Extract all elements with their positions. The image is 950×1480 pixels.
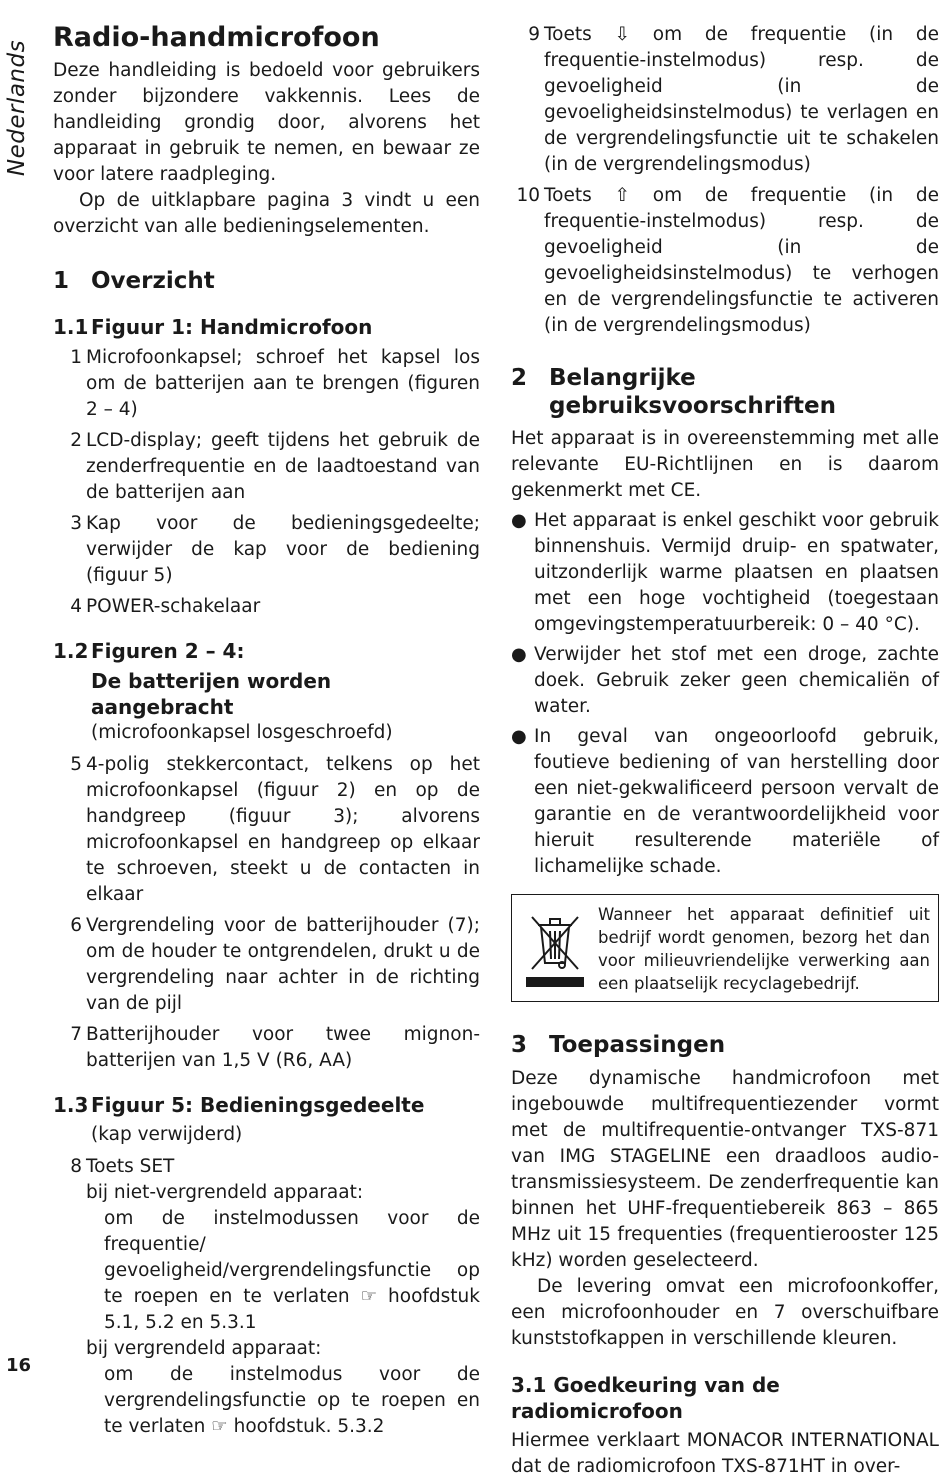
section-title: Overzicht (91, 268, 215, 295)
section-number: 2 (511, 365, 528, 391)
item-text: Batterijhouder voor twee mignon-batterijen van 1,5 V (R6, AA) (86, 1023, 480, 1071)
section-intro: Het apparaat is in overeenstemming met alle relevante EU-Richtlijnen en is daarom gekenmerkt met CE. (511, 428, 939, 502)
section-title: Belangrijke gebruiksvoorschriften (549, 365, 836, 419)
section-paragraph-2: De levering omvat een microfoonkoffer, een microfoonhouder en 7 overschuifbare kunststofkappen in verschillende kleuren. (511, 1275, 939, 1349)
item-text: Kap voor de bedieningsgedeelte; verwijder de kap voor de bediening (figuur 5) (86, 512, 480, 586)
section-number: 1.2 (53, 638, 89, 663)
item-number: 8 (70, 1155, 82, 1177)
list-item (53, 345, 480, 423)
bullet-icon: ● (511, 644, 527, 666)
language-label: Nederlands (4, 39, 30, 177)
bullet-item (511, 724, 939, 880)
right-column (511, 22, 939, 1480)
recycling-text: Wanneer het apparaat definitief uit bedrijf wordt genomen, bezorg het dan voor milieuvriendelijke verwerking aan een plaatselijk recyclagebedrijf. (598, 905, 930, 994)
page-number: 16 (6, 1355, 32, 1376)
item-number: 3 (70, 512, 82, 534)
intro-paragraph: Deze handleiding is bedoeld voor gebruikers zonder bijzondere vakkennis. Lees de handleiding grondig door, alvorens het apparaat in gebruik te nemen, en bewaar ze voor latere raadpleging. (53, 60, 480, 186)
bullet-icon: ● (511, 510, 527, 532)
left-column (53, 22, 480, 1445)
bullet-item (511, 508, 939, 638)
item-list-1-1 (53, 345, 480, 620)
section-title: Toepassingen (549, 1032, 726, 1059)
section-1-3-heading (53, 1092, 480, 1118)
section-3-heading (511, 1032, 939, 1060)
item-number: 10 (516, 185, 540, 206)
section-paragraph: Deze dynamische handmicrofoon met ingebouwde multifrequentiezender vormt met de multifrequentie-ontvanger TXS-871 van IMG STAGELINE een draadloos audio-transmissiesysteem. De zenderfrequentie kan binnen het UHF-frequentiebereik 863 – 865 MHz uit 15 frequenties (frequentierooster 125 kHz) worden geselecteerd. (511, 1067, 939, 1271)
section-1-2-heading (53, 638, 480, 664)
section-number: 1.3 (53, 1092, 89, 1117)
item-title: Toets SET (86, 1155, 175, 1177)
item-number: 4 (70, 595, 82, 617)
list-item (53, 428, 480, 506)
item-number: 2 (70, 429, 82, 451)
bullet-text: Het apparaat is enkel geschikt voor gebruik binnenshuis. Vermijd druip- en spatwater, uitzonderlijk warme plaatsen en plaatsen met een hoge vochtigheid (toegestaan omgevingstemperatuurbereik: 0 – 40 °C). (534, 510, 939, 636)
section-1-1-heading (53, 314, 480, 340)
item-number: 7 (70, 1023, 82, 1045)
bullet-text: Verwijder het stof met een droge, zachte doek. Gebruik zeker geen chemicaliën of water. (534, 644, 939, 718)
item-text: Toets ⇧ om de frequentie (in de frequentie-instelmodus) resp. de gevoeligheid (in de gevoeligheidsinstelmodus) te verhogen en de vergrendelingsfunctie te activeren (in de vergrendelingsmodus) (544, 185, 939, 336)
list-item (53, 1154, 480, 1440)
list-item (511, 22, 939, 178)
section-1-heading (53, 268, 480, 296)
list-item (53, 1022, 480, 1074)
section-title: Figuur 1: Handmicrofoon (91, 314, 373, 339)
item-text: Microfoonkapsel; schroef het kapsel los om de batterijen aan te brengen (figuren 2 – 4) (86, 346, 480, 420)
condition-label: bij niet-vergrendeld apparaat: (86, 1181, 364, 1203)
condition-text: om de instelmodussen voor de frequentie/ gevoeligheid/vergrendelingsfunctie op te roepen en te verlaten ☞ hoofdstuk 5.1, 5.2 en 5.3.1 (104, 1207, 480, 1333)
section-3-1-heading: 3.1 Goedkeuring van de radiomicrofoon (511, 1372, 780, 1423)
intro-paragraph-2: Op de uitklapbare pagina 3 vindt u een overzicht van alle bedieningselementen. (53, 190, 480, 238)
condition-label: bij vergrendeld apparaat: (86, 1337, 322, 1359)
section-paragraph: Hiermee verklaart MONACOR INTERNATIONAL dat de radiomicrofoon TXS-871HT in over- (511, 1429, 939, 1477)
language-tab (2, 28, 32, 188)
bullet-item (511, 642, 939, 720)
section-title: Figuur 5: Bedieningsgedeelte (91, 1092, 425, 1117)
crossed-bin-icon (520, 903, 590, 993)
list-item (53, 511, 480, 589)
item-list-1-2 (53, 752, 480, 1074)
item-number: 6 (70, 914, 82, 936)
bullet-icon: ● (511, 726, 527, 748)
list-item (53, 913, 480, 1017)
item-text: Vergrendeling voor de batterijhouder (7); om de houder te ontgrendelen, drukt u de vergrendeling naar achter in de richting van de pijl (86, 914, 480, 1014)
section-subtitle: (microfoonkapsel losgeschroefd) (91, 721, 393, 743)
section-number: 1.1 (53, 314, 89, 339)
item-text: 4-polig stekkercontact, telkens op het microfoonkapsel (figuur 2) en op de handgreep (figuur 3); alvorens microfoonkapsel en handgreep op elkaar te schroeven, steekt u de contacten in elkaar (86, 753, 480, 905)
section-title-line-2: De batterijen worden aangebracht (91, 668, 332, 719)
item-number: 5 (70, 753, 82, 775)
item-text: LCD-display; geeft tijdens het gebruik de zenderfrequentie en de laadtoestand van de batterijen aan (86, 429, 480, 503)
condition-text: om de instelmodus voor de vergrendelingsfunctie op te roepen en te verlaten ☞ hoofdstuk. 5.3.2 (104, 1363, 480, 1437)
item-number: 1 (70, 346, 82, 368)
document-title: Radio-handmicrofoon (53, 22, 380, 53)
list-item (53, 752, 480, 908)
item-text: POWER-schakelaar (86, 595, 261, 617)
list-item (53, 594, 480, 620)
section-title: Figuren 2 – 4: (91, 638, 245, 663)
section-number: 3 (511, 1032, 528, 1059)
recycling-notice (511, 894, 939, 1002)
section-2-heading (511, 365, 939, 420)
section-number: 1 (53, 268, 70, 295)
item-text: Toets ⇩ om de frequentie (in de frequentie-instelmodus) resp. de gevoeligheid (in de gevoeligheidsinstelmodus) te verlagen en de vergrendelingsfunctie uit te schakelen (in de vergrendelingsmodus) (544, 24, 939, 175)
section-subtitle: (kap verwijderd) (91, 1123, 243, 1145)
list-item (511, 183, 939, 339)
item-number: 9 (528, 24, 540, 45)
bullet-text: In geval van ongeoorloofd gebruik, foutieve bediening of van herstelling door een niet-gekwalificeerd persoon vervalt de garantie en de verantwoordelijkheid voor hieruit resulterende materiële of lichamelijke schade. (534, 726, 939, 878)
